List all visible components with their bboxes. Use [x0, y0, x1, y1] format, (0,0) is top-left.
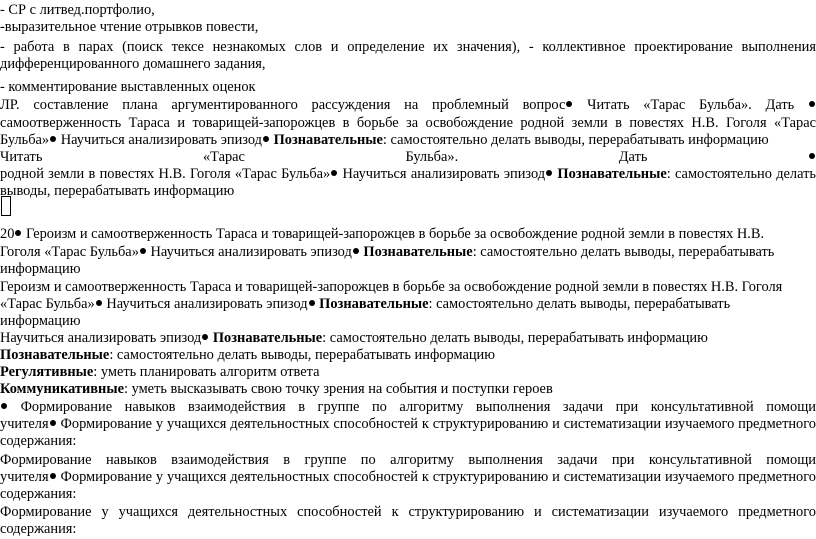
empty-frame	[1, 196, 11, 216]
text-line	[0, 381, 816, 399]
text-line	[0, 399, 816, 417]
bullet-icon	[546, 170, 552, 176]
text: содержания:	[0, 521, 77, 537]
text-line	[0, 39, 816, 57]
text: информацию	[0, 261, 81, 277]
text: Формирование у учащихся деятельностных способностей к структурированию и систематизации изучаемого предметного	[0, 504, 816, 520]
text: : уметь планировать алгоритм ответа	[93, 364, 320, 380]
text-line	[0, 166, 816, 184]
bullet-icon	[96, 300, 102, 306]
text-line	[0, 183, 816, 201]
text: содержания:	[0, 486, 77, 502]
bullet-icon	[50, 473, 56, 479]
text: родной земли в повестях Н.В. Гоголя «Тарас Бульба»	[0, 166, 331, 182]
text: Научиться анализировать эпизод	[342, 166, 546, 182]
text-line	[0, 416, 816, 434]
bullet-icon	[15, 230, 21, 236]
text-line	[0, 469, 816, 487]
text-line	[0, 132, 816, 150]
text: - комментирование выставленных оценок	[0, 79, 256, 95]
text: ЛР. составление плана аргументированного рассуждения на проблемный вопрос	[0, 97, 566, 113]
text: учителя	[0, 469, 49, 485]
text: Научиться анализировать эпизод	[60, 132, 262, 148]
text: Формирование у учащихся деятельностных способностей к структурированию и систематизации изучаемого предметного	[60, 416, 816, 432]
text: : самостоятельно делать выводы, перерабатывать информацию	[382, 132, 769, 148]
text-bold: Познавательные	[212, 330, 323, 346]
text: Гоголя «Тарас Бульба»	[0, 244, 139, 260]
text: Бульба»	[0, 132, 50, 148]
bullet-icon	[566, 101, 572, 107]
bullet-icon	[309, 300, 315, 306]
text-line	[0, 364, 816, 382]
text-bold: Познавательные	[557, 166, 667, 182]
text: : самостоятельно делать выводы, перерабатывать информацию	[322, 330, 708, 346]
text: «Тарас	[202, 149, 245, 165]
text: «Тарас Бульба»	[0, 296, 95, 312]
text: Научиться анализировать эпизод	[0, 330, 202, 346]
text-line	[0, 330, 816, 348]
text-line	[0, 244, 816, 262]
text-bold: Познавательные	[363, 244, 473, 260]
text: Читать	[0, 149, 43, 165]
text: Бульба».	[405, 149, 459, 165]
text: - работа в парах (поиск тексе незнакомых слов и определение их значения), - коллективное проектирование выполнения	[0, 39, 816, 55]
text: 20	[0, 226, 15, 242]
text: Героизм и самоотверженность Тараса и товарищей-запорожцев в борьбе за освобождение родной земли в повестях Н.В. Гоголя	[0, 279, 783, 295]
bullet-icon	[263, 136, 269, 142]
bullet-icon	[353, 248, 359, 254]
text: - СР с литвед.портфолио,	[0, 2, 155, 18]
bullet-icon	[140, 248, 146, 254]
text-line	[0, 149, 816, 167]
text: Читать «Тарас Бульба». Дать	[587, 97, 795, 113]
text: Формирование навыков взаимодействия в группе по алгоритму выполнения задачи при консультативной помощи	[20, 399, 816, 415]
text-line	[0, 452, 816, 470]
text-line	[0, 19, 816, 37]
text: Героизм и самоотверженность Тараса и товарищей-запорожцев в борьбе за освобождение родной земли в повестях Н.В.	[26, 226, 765, 242]
text-line	[0, 115, 816, 133]
bullet-icon	[1, 403, 7, 409]
bullet-icon	[809, 101, 815, 107]
text-line	[0, 2, 816, 20]
text-bold: Познавательные	[0, 347, 110, 363]
text-bold: Регулятивные	[0, 364, 94, 380]
text: Формирование у учащихся деятельностных способностей к структурированию и систематизации изучаемого предметного	[60, 469, 816, 485]
text-line	[0, 279, 816, 297]
text: Научиться анализировать эпизод	[106, 296, 308, 312]
text: : самостоятельно делать выводы, перерабатывать	[472, 244, 775, 260]
text-line	[0, 313, 816, 331]
text-line	[0, 226, 816, 244]
text-line	[0, 347, 816, 365]
text: : самостоятельно делать выводы, перерабатывать	[428, 296, 731, 312]
text-line	[0, 56, 816, 74]
text-bold: Познавательные	[319, 296, 429, 312]
text: самоотверженность Тараса и товарищей-запорожцев в борьбе за освобождение родной земли в повестях Н.В. Гоголя «Тарас	[0, 115, 816, 131]
text: : самостоятельно делать	[666, 166, 816, 182]
text: Формирование навыков взаимодействия в группе по алгоритму выполнения задачи при консультативной помощи	[0, 452, 816, 468]
text-bold: Познавательные	[273, 132, 383, 148]
bullet-icon	[202, 334, 208, 340]
text-line	[0, 486, 816, 504]
text: : уметь высказывать свою точку зрения на события и поступки героев	[123, 381, 553, 397]
text: выводы, перерабатывать информацию	[0, 183, 235, 199]
text: -выразительное чтение отрывков повести,	[0, 19, 259, 35]
text-line	[0, 97, 816, 115]
text-line	[0, 521, 816, 539]
text-line	[0, 79, 816, 97]
bullet-icon	[50, 136, 56, 142]
text: : самостоятельно делать выводы, перерабатывать информацию	[109, 347, 496, 363]
text-line	[0, 504, 816, 522]
text: учителя	[0, 416, 49, 432]
text: Научиться анализировать эпизод	[150, 244, 352, 260]
bullet-icon	[331, 170, 337, 176]
text-line	[0, 296, 816, 314]
bullet-icon	[809, 153, 815, 159]
text-bold: Коммуникативные	[0, 381, 124, 397]
text: дифференцированного домашнего задания,	[0, 56, 266, 72]
text-line	[0, 433, 816, 451]
bullet-icon	[50, 420, 56, 426]
text: информацию	[0, 313, 81, 329]
text: содержания:	[0, 433, 77, 449]
text-line	[0, 261, 816, 279]
text: Дать	[618, 149, 648, 165]
